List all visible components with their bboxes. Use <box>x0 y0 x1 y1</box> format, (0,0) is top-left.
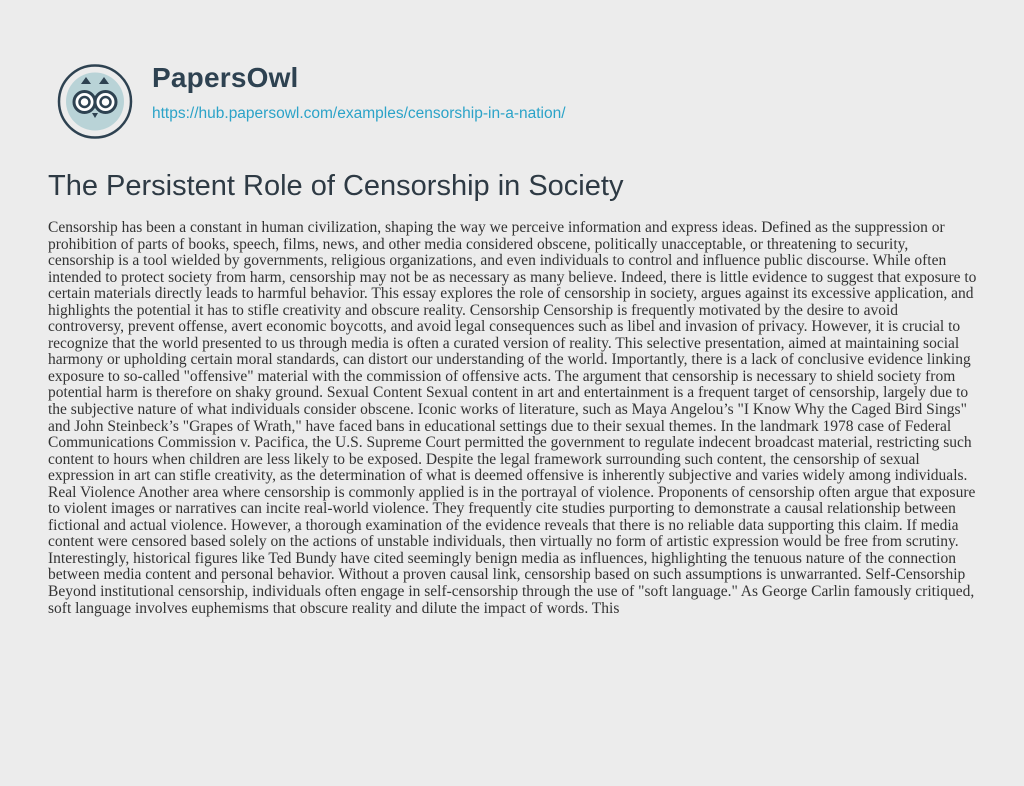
site-header <box>0 0 1024 160</box>
essay-body: Censorship has been a constant in human civilization, shaping the way we perceive information and express ideas. Defined as the suppression or prohibition of parts of books, speech, films, news, and other media considered obscene, politically unacceptable, or threatening to security, censorship is a tool wielded by governments, religious organizations, and even individuals to control and influence public discourse. While often intended to protect society from harm, censorship may not be as necessary as many believe. Indeed, there is little evidence to suggest that exposure to certain materials directly leads to harmful behavior. This essay explores the role of censorship in society, argues against its excessive application, and highlights the potential it has to stifle creativity and obscure reality. Censorship Censorship is frequently motivated by the desire to avoid controversy, prevent offense, avert economic boycotts, and avoid legal consequences such as libel and invasion of privacy. However, it is crucial to recognize that the world presented to us through media is often a curated version of reality. This selective presentation, aimed at maintaining social harmony or upholding certain moral standards, can distort our understanding of the world. Importantly, there is a lack of conclusive evidence linking exposure to so-called "offensive" material with the commission of offensive acts. The argument that censorship is necessary to shield society from potential harm is therefore on shaky ground. Sexual Content Sexual content in art and entertainment is a frequent target of censorship, largely due to the subjective nature of what individuals consider obscene. Iconic works of literature, such as Maya Angelou’s "I Know Why the Caged Bird Sings" and John Steinbeck’s "Grapes of Wrath," have faced bans in educational settings due to their sexual themes. In the landmark 1978 case of Federal Communications Commission v. Pacifica, the U.S. Supreme Court permitted the government to regulate indecent broadcast material, restricting such content to hours when children are less likely to be exposed. Despite the legal framework surrounding such content, the censorship of sexual expression in art can stifle creativity, as the determination of what is deemed offensive is inherently subjective and varies widely among individuals. Real Violence Another area where censorship is commonly applied is in the portrayal of violence. Proponents of censorship often argue that exposure to violent images or narratives can incite real-world violence. They frequently cite studies purporting to demonstrate a causal relationship between fictional and actual violence. However, a thorough examination of the evidence reveals that there is no reliable data supporting this claim. If media content were censored based solely on the actions of unstable individuals, then virtually no form of artistic expression would be free from scrutiny. Interestingly, historical figures like Ted Bundy have cited seemingly benign media as influences, highlighting the tenuous nature of the connection between media content and personal behavior. Without a proven causal link, censorship based on such assumptions is unwarranted. Self-Censorship Beyond institutional censorship, individuals often engage in self-censorship through the use of "soft language." As George Carlin famously critiqued, soft language involves euphemisms that obscure reality and dilute the impact of words. This <box>48 220 977 617</box>
source-url-link[interactable]: https://hub.papersowl.com/examples/censorship-in-a-nation/ <box>152 105 566 122</box>
brand-name: PapersOwl <box>152 62 299 93</box>
essay-title: The Persistent Role of Censorship in Society <box>48 170 624 202</box>
owl-icon[interactable] <box>48 63 142 140</box>
